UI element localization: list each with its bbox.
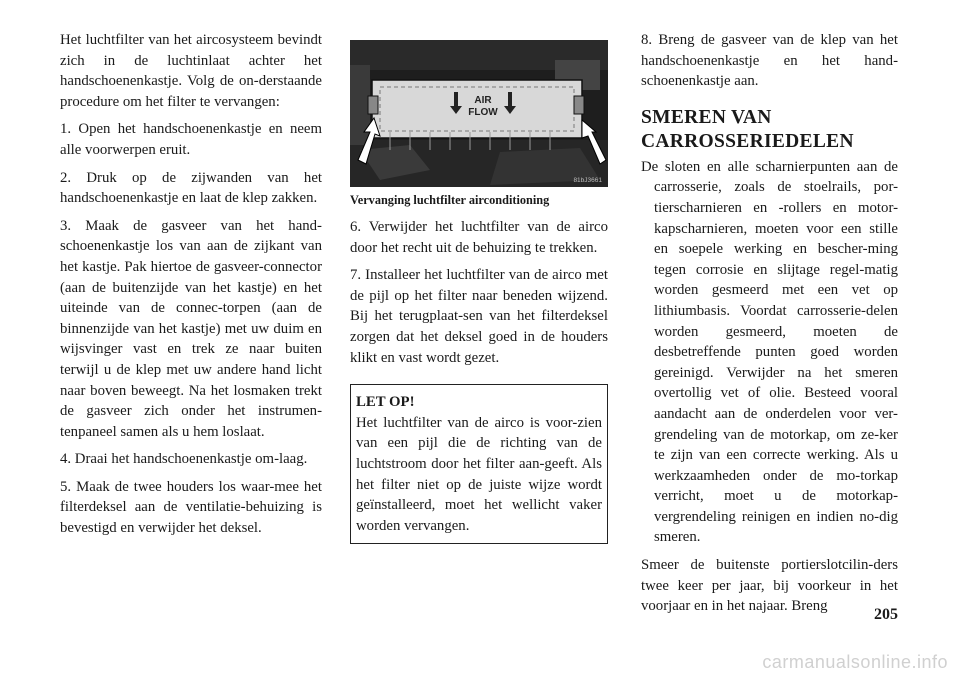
section-heading-line-2: CARROSSERIEDELEN <box>641 130 854 152</box>
lubrication-paragraph: De sloten en alle scharnierpunten aan de carrosserie, zoals de stoelrails, por-tierscharnieren en -rollers en motor-kapscharnieren, moeten voor een stille en soepele werking en bescher-ming tegen corrosie en slijtage regel-matig worden gesmeerd met een vet op lithiumbasis. Voordat carrosserie-delen worden gesmeerd, moeten de desbetreffende punten goed worden gereinigd. Verwijder na het smeren overtollig vet of olie. Besteed vooral aandacht aan de onderdelen voor ver-grendeling van de motorkap, om ze-ker te zijn van een correcte werking. Als u werkzaamheden onder de mo-torkap verricht, moet u de motorkap-vergrendeling reinigen en indien no-dig smeren. <box>641 158 898 546</box>
lock-cylinder-paragraph: Smeer de buitenste portierslotcilin-ders twee keer per jaar, bij voorkeur in het voorjaar en in het najaar. Breng <box>641 557 898 615</box>
step-8: 8. Breng de gasveer van de klep van het handschoenenkastje en het hand-schoenenkastje aan. <box>641 32 898 90</box>
air-filter-illustration <box>350 40 608 187</box>
step-4: 4. Draai het handschoenenkastje om-laag. <box>60 451 308 468</box>
left-column <box>60 30 322 546</box>
step-3: 3. Maak de gasveer van het hand-schoenenkastje los van aan de zijkant van het kastje. Pak hiertoe de gasveer-connector (aan de buitenzijde van het kastje) en het uiteinde van de connec-torpen (aan de binnenzijde van het kastje) met uw duim en wijsvinger vast en trek ze naar buiten terwijl u de klep met uw andere hand licht naar boven beweegt. Na het losmaken trekt de gasveer zich onder het instrumen-tenpaneel samen als u hem loslaat. <box>60 217 322 440</box>
warning-box <box>350 384 608 544</box>
air-filter-figure <box>350 40 608 187</box>
step-7: 7. Installeer het luchtfilter van de airco met de pijl op het filter naar beneden wijzend. Bij het terugplaat-sen van het filterdeksel zorgen dat het deksel goed in de houders klikt en vast wordt gezet. <box>350 267 608 366</box>
step-5: 5. Maak de twee houders los waar-mee het filterdeksel aan de ventilatie-behuizing is bevestigd en verwijder het deksel. <box>60 478 322 537</box>
air-label: AIR <box>474 95 492 106</box>
image-code: 81bJ3661 <box>573 177 602 184</box>
watermark: carmanualsonline.info <box>762 652 948 672</box>
step-6: 6. Verwijder het luchtfilter van de airco door het recht uit de behuizing te trekken. <box>350 219 608 256</box>
section-heading <box>641 106 898 154</box>
section-heading-line-1: SMEREN VAN <box>641 106 772 128</box>
page-number: 205 <box>874 606 898 623</box>
step-1: 1. Open het handschoenenkastje en neem alle voorwerpen eruit. <box>60 121 322 158</box>
flow-label: FLOW <box>468 107 498 118</box>
middle-column <box>350 30 608 544</box>
right-column <box>641 30 898 624</box>
step-2: 2. Druk op de zijwanden van het handschoenenkastje en laat de klep zakken. <box>60 169 322 207</box>
warning-title: LET OP! <box>356 394 415 411</box>
figure-caption: Vervanging luchtfilter airconditioning <box>350 193 550 207</box>
warning-text: Het luchtfilter van de airco is voor-zien van een pijl die de richting van de luchtstroom door het filter aan-geeft. Als het filter niet op de juiste wijze wordt geïnstalleerd, moet het wellicht vaker worden vervangen. <box>356 414 602 534</box>
intro-paragraph: Het luchtfilter van het aircosysteem bevindt zich in de luchtinlaat achter het handschoenenkastje. Volg de on-derstaande procedure om het filter te vervangen: <box>60 32 322 110</box>
